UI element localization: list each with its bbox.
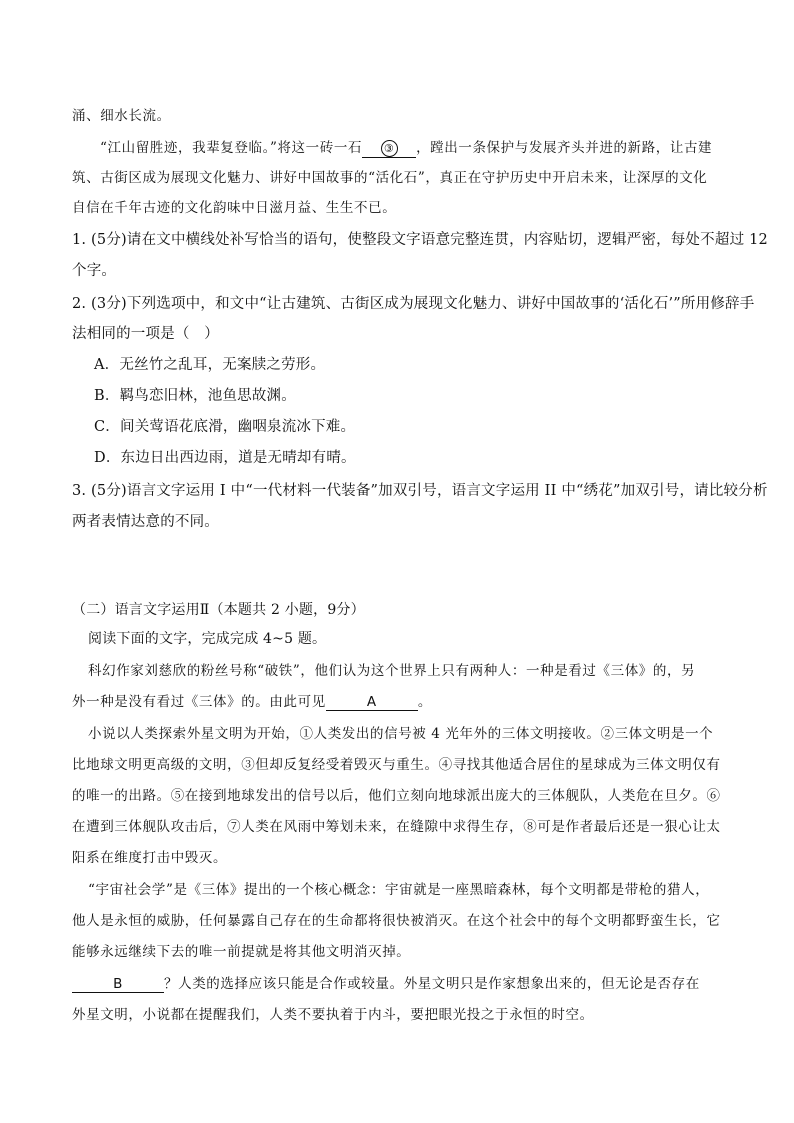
- passage2-text: ？人类的选择应该只能是合作或较量。外星文明只是作家想象出来的，但无论是否存在: [164, 976, 700, 992]
- answer-blank-b: [72, 977, 164, 993]
- option-a: A．无丝竹之乱耳，无案牍之劳形。: [94, 357, 326, 373]
- passage2-line: “宇宙社会学”是《三体》提出的一个核心概念：宇宙就是一座黑暗森林，每个文明都是带枪的猎人，: [88, 882, 710, 898]
- passage2-line: 的唯一的出路。⑤在接到地球发出的信号以后，他们立刻向地球派出庞大的三体舰队，人类危在旦夕。⑥: [72, 788, 721, 804]
- blank-marker-3: ③: [381, 140, 398, 157]
- answer-blank-3: [362, 140, 416, 158]
- passage2-line: 小说以人类探索外星文明为开始，①人类发出的信号被 4 光年外的三体文明接收。②三体文明是一个: [88, 726, 714, 742]
- passage2-text: 。: [417, 694, 432, 710]
- passage1-text: ，蹚出一条保护与发展齐头并进的新路，让古建: [416, 140, 713, 156]
- passage1-text: “江山留胜迹，我辈复登临。”将这一砖一石: [100, 140, 363, 156]
- passage1-line: 自信在千年古迹的文化韵味中日滋月益、生生不已。: [72, 200, 397, 216]
- passage2-line: 外星文明，小说都在提醒我们，人类不要执着于内斗，要把眼光投之于永恒的时空。: [72, 1007, 594, 1023]
- blank-marker-b: B: [113, 976, 123, 992]
- blank-marker-a: A: [366, 694, 377, 710]
- passage2-line: 在遭到三体舰队攻击后，⑦人类在风雨中筹划未来，在缝隙中求得生存，⑧可是作者最后还是一狠心让太: [72, 819, 721, 835]
- passage1-line: 涌、细水长流。: [72, 108, 171, 124]
- passage2-line: 能够永远继续下去的唯一前提就是将其他文明消灭掉。: [72, 944, 411, 960]
- passage2-line: 阳系在维度打击中毁灭。: [72, 850, 228, 866]
- option-b: B．羁鸟恋旧林，池鱼思故渊。: [94, 388, 296, 404]
- question-1-cont: 个字。: [72, 263, 117, 279]
- section-heading: （二）语言文字运用Ⅱ（本题共 2 小题，9分）: [72, 602, 365, 618]
- answer-blank-a: [326, 695, 418, 711]
- option-c: C．间关莺语花底滑，幽咽泉流冰下难。: [94, 419, 356, 435]
- section-instruction: 阅读下面的文字，完成完成 4~5 题。: [88, 631, 327, 647]
- passage2-line: 科幻作家刘慈欣的粉丝号称“破铁”，他们认为这个世界上只有两种人：一种是看过《三体》的，另: [88, 663, 696, 679]
- question-3-cont: 两者表情达意的不同。: [72, 514, 219, 530]
- question-2: 2. (3分)下列选项中，和文中“让古建筑、古街区成为展现文化魅力、讲好中国故事的‘活化石’”所用修辞手: [72, 296, 755, 312]
- question-1: 1. (5分)请在文中横线处补写恰当的语句，使整段文字语意完整连贯，内容贴切，逻辑严密，每处不超过 12: [72, 232, 768, 248]
- passage2-line: 他人是永恒的威胁，任何暴露自己存在的生命都将很快被消灭。在这个社会中的每个文明都野蛮生长，它: [72, 913, 721, 929]
- passage1-line-with-blank: [100, 136, 712, 158]
- passage2-line-with-blank: [72, 972, 700, 993]
- question-2-cont: 法相同的一项是（ ）: [72, 326, 219, 342]
- question-3: 3. (5分)语言文字运用 I 中“一代材料一代装备”加双引号，语言文字运用 II 中“绣花”加双引号，请比较分析: [72, 483, 768, 499]
- passage1-line: 筑、古街区成为展现文化魅力、讲好中国故事的“活化石”，真正在守护历史中开启未来，让深厚的文化: [72, 170, 708, 186]
- passage2-text: 外一种是没有看过《三体》的。由此可见: [72, 694, 326, 710]
- option-d: D．东边日出西边雨，道是无晴却有晴。: [94, 450, 356, 466]
- passage2-line-with-blank: [72, 690, 432, 711]
- passage2-line: 比地球文明更高级的文明，③但却反复经受着毁灭与重生。④寻找其他适合居住的星球成为三体文明仅有: [72, 757, 721, 773]
